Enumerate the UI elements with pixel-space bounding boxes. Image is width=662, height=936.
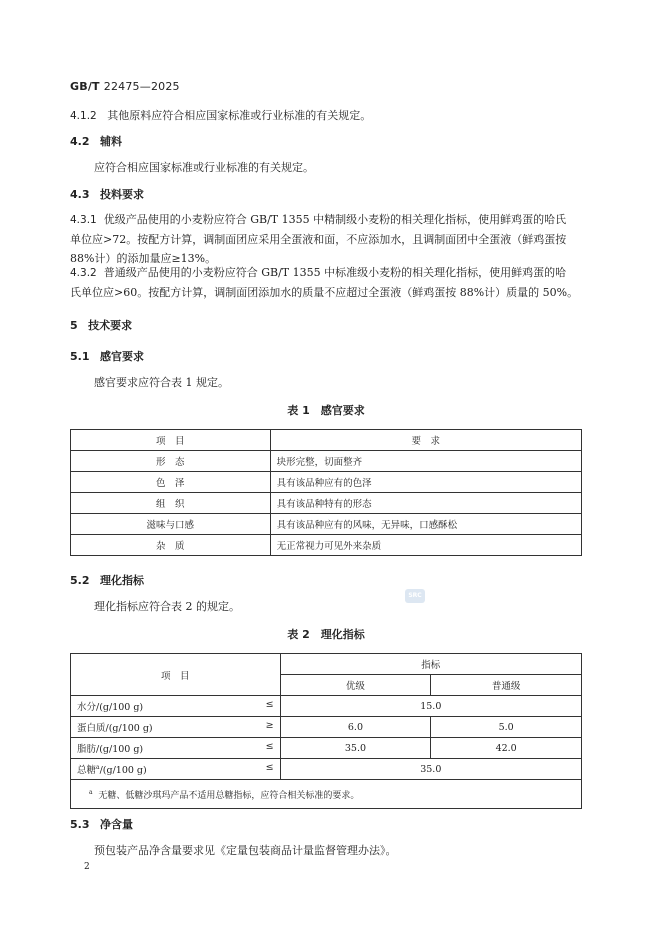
table-row [71,493,582,514]
clause-number: 4.3.1 [70,214,97,226]
clause-4-3-1 [70,210,590,268]
section-number: 5.1 [70,350,90,363]
item-label: 脂肪/(g/100 g) [77,744,144,755]
comparison-symbol: ≥ [265,720,274,731]
standard-code: GB/T [70,80,100,93]
item-label: 总糖 [77,765,97,776]
table-header-cell: 优级 [280,675,431,696]
table-header-cell: 要 求 [270,430,581,451]
table-cell: 42.0 [431,738,582,759]
table-header-row [71,430,582,451]
table-cell: 滋味与口感 [71,514,271,535]
table-header-cell: 普通级 [431,675,582,696]
table-cell: 15.0 [280,696,581,717]
section-5-1-heading [70,347,590,366]
table-1-caption: 表 1 感官要求 [287,404,365,417]
table-row [71,472,582,493]
table-cell [71,738,281,759]
section-number: 4.3 [70,188,90,201]
table-cell: 6.0 [280,717,431,738]
table-row [71,696,582,717]
section-title: 净含量 [100,818,133,831]
table-cell: 35.0 [280,759,581,780]
clause-text: 其他原料应符合相应国家标准或行业标准的有关规定。 [107,109,372,122]
clause-4-1-2 [70,106,590,126]
clause-line: 优级产品使用的小麦粉应符合 GB/T 1355 中精制级小麦粉的相关理化指标，使用鲜鸡蛋的哈氏 [103,213,567,226]
table-row [71,514,582,535]
clause-line: 88%计）的添加量应≥13%。 [70,252,217,265]
clause-number: 4.1.2 [70,110,97,122]
section-4-3-heading [70,185,590,204]
section-5-3-body: 预包装产品净含量要求见《定量包装商品计量监督管理办法》。 [94,844,397,857]
table-row [71,759,582,780]
table-cell: 组 织 [71,493,271,514]
footnote-marker: a [96,763,100,771]
table-header-row [71,654,582,675]
table-cell: 5.0 [431,717,582,738]
standard-number: 22475—2025 [103,80,180,93]
footnote-text: 无糖、低糖沙琪玛产品不适用总糖指标，应符合相关标准的要求。 [98,790,360,801]
chapter-number: 5 [70,319,78,332]
item-label: 蛋白质/(g/100 g) [77,723,153,734]
table-cell: 杂 质 [71,535,271,556]
table-cell: 无正常视力可见外来杂质 [270,535,581,556]
clause-number: 4.3.2 [70,267,97,279]
table-cell: 35.0 [280,738,431,759]
item-label: 水分/(g/100 g) [77,702,144,713]
table-2-caption: 表 2 理化指标 [287,628,365,641]
table-row [71,717,582,738]
section-5-2-heading [70,571,590,590]
section-5-3-heading [70,815,590,834]
comparison-symbol: ≤ [265,741,274,752]
comparison-symbol: ≤ [265,762,274,773]
section-title: 理化指标 [100,574,144,587]
table-cell [71,717,281,738]
page-number: 2 [84,862,90,872]
table-cell: 块形完整，切面整齐 [270,451,581,472]
watermark-logo: SRC [405,589,425,603]
section-title: 感官要求 [100,350,144,363]
section-number: 5.2 [70,574,90,587]
footnote-marker: a [89,788,93,796]
table-header-cell: 项 目 [71,430,271,451]
table-footnote-row [71,780,582,809]
document-header [70,80,180,93]
section-title: 辅料 [100,135,122,148]
table-footnote [71,780,582,809]
item-unit: /(g/100 g) [99,765,147,776]
table-cell: 具有该品种应有的风味，无异味，口感酥松 [270,514,581,535]
table-header-cell: 指标 [280,654,581,675]
table-2-physicochemical [70,653,582,809]
table-cell: 具有该品种应有的色泽 [270,472,581,493]
section-number: 4.2 [70,135,90,148]
section-4-2-body: 应符合相应国家标准或行业标准的有关规定。 [94,161,314,174]
clause-line: 氏单位应>60。按配方计算，调制面团添加水的质量不应超过全蛋液（鲜鸡蛋按 88%计）质量的 50%。 [70,286,579,299]
clause-4-3-2 [70,263,590,302]
table-cell: 具有该品种特有的形态 [270,493,581,514]
table-header-cell: 项 目 [71,654,281,696]
table-1-sensory [70,429,582,556]
clause-line: 普通级产品使用的小麦粉应符合 GB/T 1355 中标准级小麦粉的相关理化指标，使用鲜鸡蛋的哈 [103,266,567,279]
chapter-title: 技术要求 [88,319,133,332]
section-4-2-heading [70,132,590,151]
table-row [71,738,582,759]
table-cell: 色 泽 [71,472,271,493]
table-cell: 形 态 [71,451,271,472]
section-number: 5.3 [70,818,90,831]
chapter-5-heading [70,316,590,335]
table-row [71,535,582,556]
section-5-2-body: 理化指标应符合表 2 的规定。 [94,600,240,613]
clause-line: 单位应>72。按配方计算，调制面团应采用全蛋液和面，不应添加水，且调制面团中全蛋液（鲜鸡蛋按 [70,233,567,246]
table-cell [71,759,281,780]
section-5-1-body: 感官要求应符合表 1 规定。 [94,376,229,389]
comparison-symbol: ≤ [265,699,274,710]
table-cell [71,696,281,717]
table-row [71,451,582,472]
section-title: 投料要求 [100,188,144,201]
